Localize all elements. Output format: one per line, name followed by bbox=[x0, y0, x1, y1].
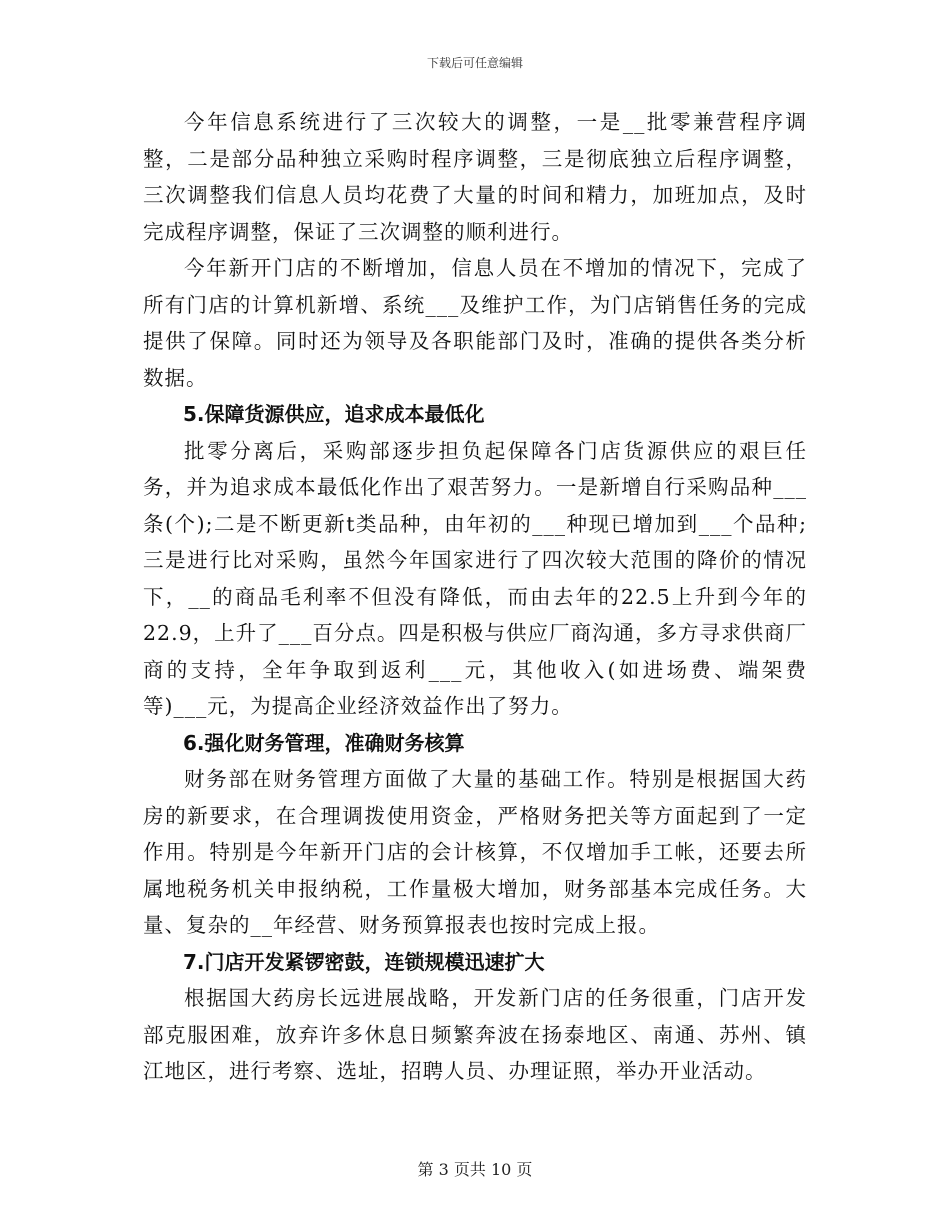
paragraph-new-stores-info: 今年新开门店的不断增加，信息人员在不增加的情况下，完成了所有门店的计算机新增、系统___及维护工作，为门店销售任务的完成提供了保障。同时还为领导及各职能部门及时，准确的提供各类分析数据。 bbox=[143, 256, 807, 390]
section-heading-6: 6.强化财务管理，准确财务核算 bbox=[183, 730, 465, 755]
paragraph-finance: 财务部在财务管理方面做了大量的基础工作。特别是根据国大药房的新要求，在合理调拨使用资金，严格财务把关等方面起到了一定作用。特别是今年新开门店的会计核算，不仅增加手工帐，还要去所属地税务机关申报纳税，工作量极大增加，财务部基本完成任务。大量、复杂的__年经营、财务预算报表也按时完成上报。 bbox=[143, 767, 807, 937]
section-heading-5: 5.保障货源供应，追求成本最低化 bbox=[183, 402, 485, 426]
page-footer: 第 3 页共 10 页 bbox=[417, 1160, 533, 1179]
section-heading-7: 7.门店开发紧锣密鼓，连锁规模迅速扩大 bbox=[183, 949, 545, 974]
paragraph-store-development: 根据国大药房长远进展战略，开发新门店的任务很重，门店开发部克服困难，放弃许多休息日频繁奔波在扬泰地区、南通、苏州、镇江地区，进行考察、选址，招聘人员、办理证照，举办开业活动。 bbox=[143, 986, 807, 1083]
document-body bbox=[143, 104, 807, 1090]
page-header: 下载后可任意编辑 bbox=[426, 56, 523, 70]
paragraph-info-system: 今年信息系统进行了三次较大的调整，一是__批零兼营程序调整，二是部分品种独立采购时程序调整，三是彻底独立后程序调整，三次调整我们信息人员均花费了大量的时间和精力，加班加点，及时完成程序调整，保证了三次调整的顺利进行。 bbox=[143, 110, 807, 244]
paragraph-purchasing: 批零分离后，采购部逐步担负起保障各门店货源供应的艰巨任务，并为追求成本最低化作出了艰苦努力。一是新增自行采购品种___条(个);二是不断更新t类品种，由年初的___种现已增加到___个品种;三是进行比对采购，虽然今年国家进行了四次较大范围的降价的情况下，__的商品毛利率不但没有降低，而由去年的22.5上升到今年的22.9，上升了___百分点。四是积极与供应厂商沟通，多方寻求供商厂商的支持，全年争取到返利___元，其他收入(如进场费、端架费等)___元，为提高企业经济效益作出了努力。 bbox=[143, 438, 807, 718]
